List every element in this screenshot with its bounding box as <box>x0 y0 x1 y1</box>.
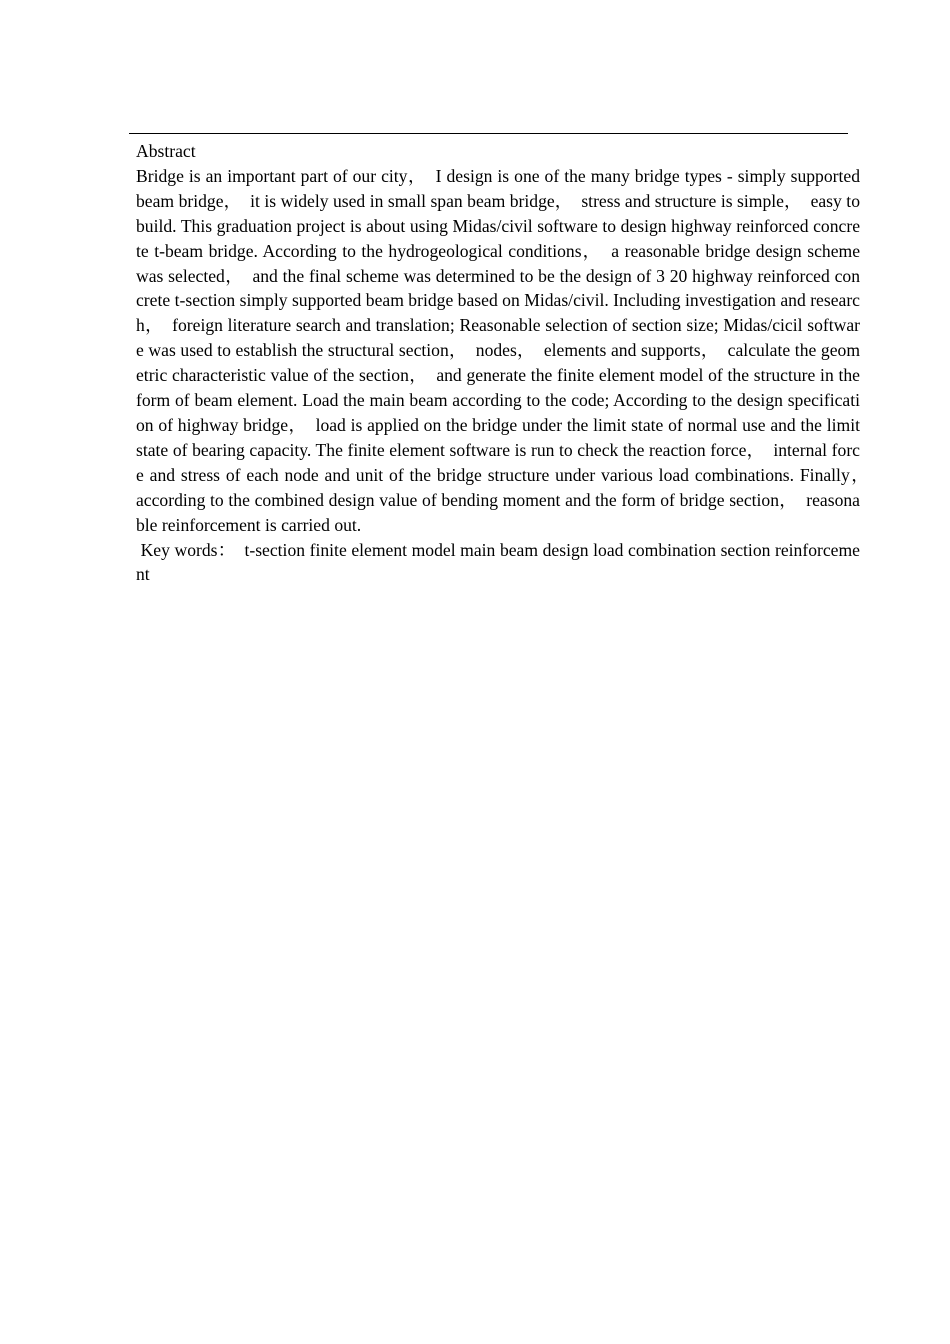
keywords-line <box>136 538 860 588</box>
abstract-heading: Abstract <box>136 141 196 161</box>
keywords-text: t-section finite element model main beam design load combination section reinforcement <box>136 539 860 585</box>
keywords-label: Key words： <box>136 539 227 560</box>
abstract-body: Bridge is an important part of our city， I design is one of the many bridge types - simply supported beam bridge， it is widely used in small span beam bridge， stress and structure is simple， easy to build. This graduation project is about using Midas/civil software to design highway reinforced concrete t-beam bridge. According to the hydrogeological conditions， a reasonable bridge design scheme was selected， and the final scheme was determined to be the design of 3 20 highway reinforced concrete t-section simply supported beam bridge based on Midas/civil. Including investigation and research， foreign literature search and translation; Reasonable selection of section size; Midas/cicil software was used to establish the structural section， nodes， elements and supports， calculate the geometric characteristic value of the section， and generate the finite element model of the structure in the form of beam element. Load the main beam according to the code; According to the design specification of highway bridge， load is applied on the bridge under the limit state of normal use and the limit state of bearing capacity. The finite element software is run to check the reaction force， internal force and stress of each node and unit of the bridge structure under various load combinations. Finally， according to the combined design value of bending moment and the form of bridge section， reasonable reinforcement is carried out. <box>136 165 878 535</box>
header-rule <box>129 133 848 134</box>
abstract-section <box>136 139 878 587</box>
